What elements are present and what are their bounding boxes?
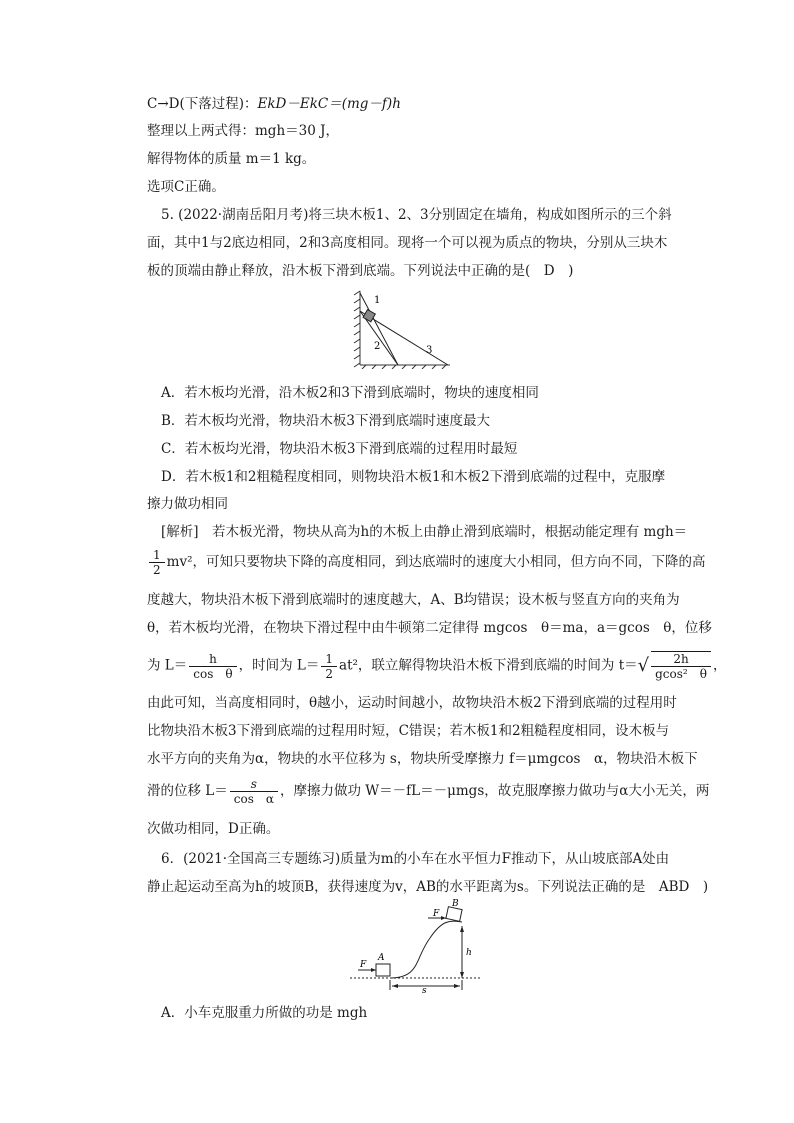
text-span: 为 L＝ xyxy=(147,657,188,674)
analysis-line: [解析] 若木板光滑，物块从高为h的木板上由静止滑到底端时，根据动能定理有 mgh＝ xyxy=(161,524,688,540)
text-line: 整理以上两式得：mgh＝30 J， xyxy=(147,123,340,139)
analysis-line: 水平方向的夹角为α，物块的水平位移为 s，物块所受摩擦力 f＝μmgcos α，物块沿木板下 xyxy=(147,751,698,767)
option-a: A．小车克服重力所做的功是 mgh xyxy=(161,1005,368,1021)
text-span: ，时间为 L＝ xyxy=(238,657,320,674)
equation: EkD－EkC＝(mg－f)h xyxy=(257,96,401,112)
label-a: A xyxy=(378,953,385,963)
option-d: D．若木板1和2粗糙程度相同，则物块沿木板1和木板2下滑到底端的过程中，克服摩 xyxy=(161,469,666,485)
text-line xyxy=(147,94,401,114)
analysis-line: θ，若木板均光滑，在物块下滑过程中由牛顿第二定律得 mgcos θ＝ma，a＝gcos θ，位移 xyxy=(147,620,712,636)
sqrt-sign: √ xyxy=(637,655,650,676)
block xyxy=(363,310,375,322)
option-c: C．若木板均光滑，物块沿木板3下滑到底端的过程用时最短 xyxy=(161,441,518,457)
text-span: at²，联立解得物块沿木板下滑到底端的时间为 t＝ xyxy=(339,657,638,674)
label-h: h xyxy=(466,948,472,958)
text-span: 滑的位移 L＝ xyxy=(147,783,228,799)
analysis-line: 比物块沿木板3下滑到底端的过程用时短，C错误；若木板1和2粗糙程度相同，设木板与 xyxy=(147,723,670,739)
cart-a xyxy=(376,964,390,976)
incline-boards-figure xyxy=(344,287,454,369)
option-b: B．若木板均光滑，物块沿木板3下滑到底端时速度最大 xyxy=(161,413,491,429)
question-5-stem: 板的顶端由静止释放，沿木板下滑到底端。下列说法中正确的是( D ) xyxy=(147,263,574,279)
question-6-stem: 静止起运动至高为h的坡顶B，获得速度为v，AB的水平距离为s。下列说法正确的是 ABD ) xyxy=(147,879,709,895)
hill-cart-figure xyxy=(350,898,480,994)
question-5-stem: 面，其中1与2底边相同，2和3高度相同。现将一个可以视为质点的物块，分别从三块木 xyxy=(147,235,668,251)
label-f: F xyxy=(360,960,367,970)
label-f: F xyxy=(433,909,440,919)
option-d: 擦力做功相同 xyxy=(147,496,228,512)
fraction: $\frac{1}{2}$ xyxy=(149,548,165,577)
label-s: s xyxy=(422,986,427,994)
text-line: 选项C正确。 xyxy=(147,179,225,195)
fraction: $\frac{1}{2}$ xyxy=(321,652,337,681)
text-span: mv²，可知只要物块下降的高度相同，到达底端时的速度大小相同，但方向不同，下降的高 xyxy=(166,554,706,570)
fraction: $\frac{s}{\text{cos α}}$ xyxy=(230,777,278,806)
analysis-line: 由此可知，当高度相同时，θ越小，运动时间越小，故物块沿木板2下滑到底端的过程用时 xyxy=(147,695,677,711)
analysis-line xyxy=(147,651,726,681)
analysis-line xyxy=(147,548,705,577)
question-5-stem: 5. (2022·湖南岳阳月考)将三块木板1、2、3分别固定在墙角，构成如图所示的三个斜 xyxy=(161,207,672,223)
fraction: $\frac{h}{\text{cos θ}}$ xyxy=(189,652,236,681)
board-3 xyxy=(360,311,448,365)
label-3: 3 xyxy=(426,345,433,356)
analysis-line: 度越大，物块沿木板下滑到底端时的速度越大，A、B均错误；设木板与竖直方向的夹角为 xyxy=(147,592,680,608)
question-6-stem: 6．(2021·全国高三专题练习)质量为m的小车在水平恒力F推动下，从山坡底部A处由 xyxy=(161,851,670,867)
fraction: $\frac{2h}{\text{gcos² θ}}$ xyxy=(651,651,711,681)
text-span: ，摩擦力做功 W＝－fL＝－μmgs，故克服摩擦力做功与α大小无关，两 xyxy=(279,783,710,799)
text-line: 解得物体的质量 m＝1 kg。 xyxy=(147,151,316,167)
label-2: 2 xyxy=(374,341,381,352)
text-span: C→D(下落过程)： xyxy=(147,96,258,112)
analysis-line xyxy=(147,777,709,806)
label-1: 1 xyxy=(374,295,381,306)
option-a: A．若木板均光滑，沿木板2和3下滑到底端时，物块的速度相同 xyxy=(161,385,539,401)
label-b: B xyxy=(452,899,459,909)
text-span: ， xyxy=(712,657,727,674)
analysis-line: 次做功相同，D正确。 xyxy=(147,821,280,837)
